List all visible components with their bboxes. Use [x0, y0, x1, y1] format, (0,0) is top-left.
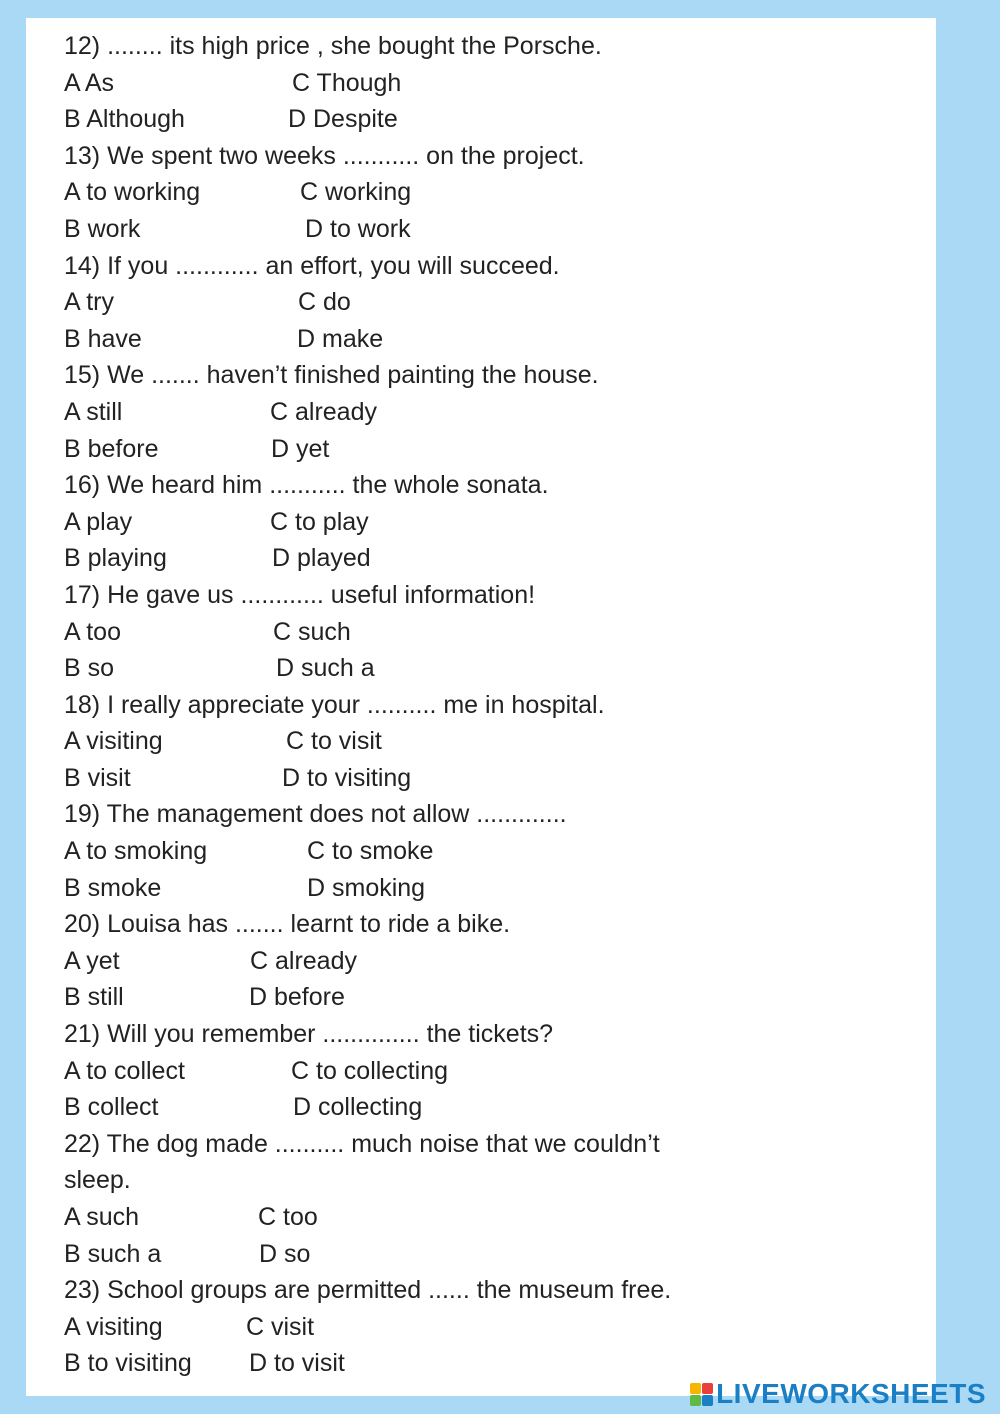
answer-option[interactable]: C to smoke — [307, 837, 434, 866]
logo-square — [690, 1383, 701, 1394]
answer-option[interactable]: A yet — [64, 946, 120, 975]
question-stem: 15) We ....... haven’t finished painting the house. — [64, 361, 599, 390]
answer-option[interactable]: C to visit — [286, 727, 382, 756]
question-stem: 17) He gave us ............ useful information! — [64, 580, 536, 609]
answer-option[interactable]: B still — [64, 983, 124, 1012]
answer-option[interactable]: A such — [64, 1203, 140, 1231]
options-row — [64, 760, 924, 797]
options-row — [64, 979, 924, 1016]
answer-option[interactable]: A visiting — [64, 1312, 163, 1341]
answer-option[interactable]: C such — [273, 617, 351, 646]
options-row — [64, 431, 924, 468]
answer-option[interactable]: A visiting — [64, 727, 163, 756]
answer-option[interactable]: B before — [64, 434, 159, 463]
options-row — [64, 284, 924, 321]
answer-option[interactable]: B to visiting — [64, 1349, 192, 1378]
answer-option[interactable]: D played — [272, 544, 371, 573]
answer-option[interactable]: D before — [249, 983, 345, 1012]
answer-option[interactable]: B have — [64, 324, 142, 353]
options-row — [64, 1199, 924, 1236]
answer-option[interactable]: A try — [64, 288, 115, 317]
answer-option[interactable]: D Despite — [288, 105, 398, 134]
answer-option[interactable]: D make — [297, 324, 384, 353]
answer-option[interactable]: A to smoking — [64, 837, 208, 866]
options-row — [64, 650, 924, 687]
answer-option[interactable]: C already — [270, 397, 377, 426]
liveworksheets-logo-icon — [690, 1383, 713, 1406]
answer-option[interactable]: C do — [298, 288, 351, 317]
options-row — [64, 833, 924, 870]
options-row — [64, 870, 924, 907]
options-row — [64, 1345, 924, 1382]
brand-logo — [690, 1378, 986, 1410]
answer-option[interactable]: D to visit — [249, 1349, 345, 1378]
question-stem: 20) Louisa has ....... learnt to ride a bike. — [64, 910, 511, 939]
answer-option[interactable]: C already — [250, 946, 357, 975]
options-row — [64, 101, 924, 138]
question-stem: 18) I really appreciate your .......... me in hospital. — [64, 690, 605, 719]
answer-option[interactable]: A to collect — [64, 1056, 185, 1085]
options-row — [64, 943, 924, 980]
answer-option[interactable]: B visit — [64, 763, 131, 792]
answer-option[interactable]: D smoking — [307, 873, 426, 902]
options-row — [64, 394, 924, 431]
answer-option[interactable]: B playing — [64, 544, 167, 573]
answer-option[interactable]: D such a — [276, 654, 375, 683]
answer-option[interactable]: D to visiting — [282, 763, 412, 792]
question-stem: 16) We heard him ........... the whole sonata. — [64, 471, 549, 500]
answer-option[interactable]: B such a — [64, 1239, 162, 1268]
options-row — [64, 1089, 924, 1126]
answer-option[interactable]: C to collecting — [291, 1056, 449, 1085]
options-row — [64, 723, 924, 760]
options-row — [64, 65, 924, 102]
question-stem: 22) The dog made .......... much noise that we couldn’t — [64, 1129, 660, 1158]
options-row — [64, 1309, 924, 1346]
options-row — [64, 174, 924, 211]
options-row — [64, 1053, 924, 1090]
answer-option[interactable]: C working — [300, 178, 412, 207]
options-row — [64, 211, 924, 248]
answer-option[interactable]: B work — [64, 214, 141, 243]
worksheet-page — [26, 18, 936, 1396]
brand-text: LIVEWORKSHEETS — [716, 1378, 986, 1409]
logo-square — [702, 1383, 713, 1394]
answer-option[interactable]: C visit — [246, 1312, 315, 1341]
logo-square — [690, 1395, 701, 1406]
answer-option[interactable]: A As — [64, 68, 115, 97]
answer-option[interactable]: D so — [259, 1239, 311, 1268]
options-row — [64, 614, 924, 651]
answer-option[interactable]: A too — [64, 617, 121, 646]
question-stem: 21) Will you remember .............. the tickets? — [64, 1020, 554, 1049]
options-row — [64, 540, 924, 577]
question-stem: 12) ........ its high price , she bought the Porsche. — [64, 32, 602, 60]
question-list — [64, 28, 924, 1382]
answer-option[interactable]: A to working — [64, 178, 201, 207]
question-stem: 14) If you ............ an effort, you will succeed. — [64, 251, 560, 280]
options-row — [64, 321, 924, 358]
answer-option[interactable]: A play — [64, 507, 133, 536]
question-stem: 19) The management does not allow ............. — [64, 800, 567, 829]
answer-option[interactable]: A still — [64, 397, 123, 426]
answer-option[interactable]: B smoke — [64, 873, 162, 902]
question-stem: 13) We spent two weeks ........... on the project. — [64, 141, 585, 170]
answer-option[interactable]: B so — [64, 654, 115, 683]
question-stem: 23) School groups are permitted ...... the museum free. — [64, 1276, 672, 1305]
answer-option[interactable]: C to play — [270, 507, 369, 536]
options-row — [64, 1236, 924, 1273]
answer-option[interactable]: B collect — [64, 1093, 159, 1122]
answer-option[interactable]: D collecting — [293, 1093, 423, 1122]
options-row — [64, 504, 924, 541]
question-stem-continued: sleep. — [64, 1166, 131, 1195]
answer-option[interactable]: C too — [258, 1203, 318, 1231]
answer-option[interactable]: D to work — [305, 214, 411, 243]
answer-option[interactable]: D yet — [271, 434, 330, 463]
answer-option[interactable]: C Though — [292, 68, 402, 97]
logo-square — [702, 1395, 713, 1406]
answer-option[interactable]: B Although — [64, 105, 185, 134]
